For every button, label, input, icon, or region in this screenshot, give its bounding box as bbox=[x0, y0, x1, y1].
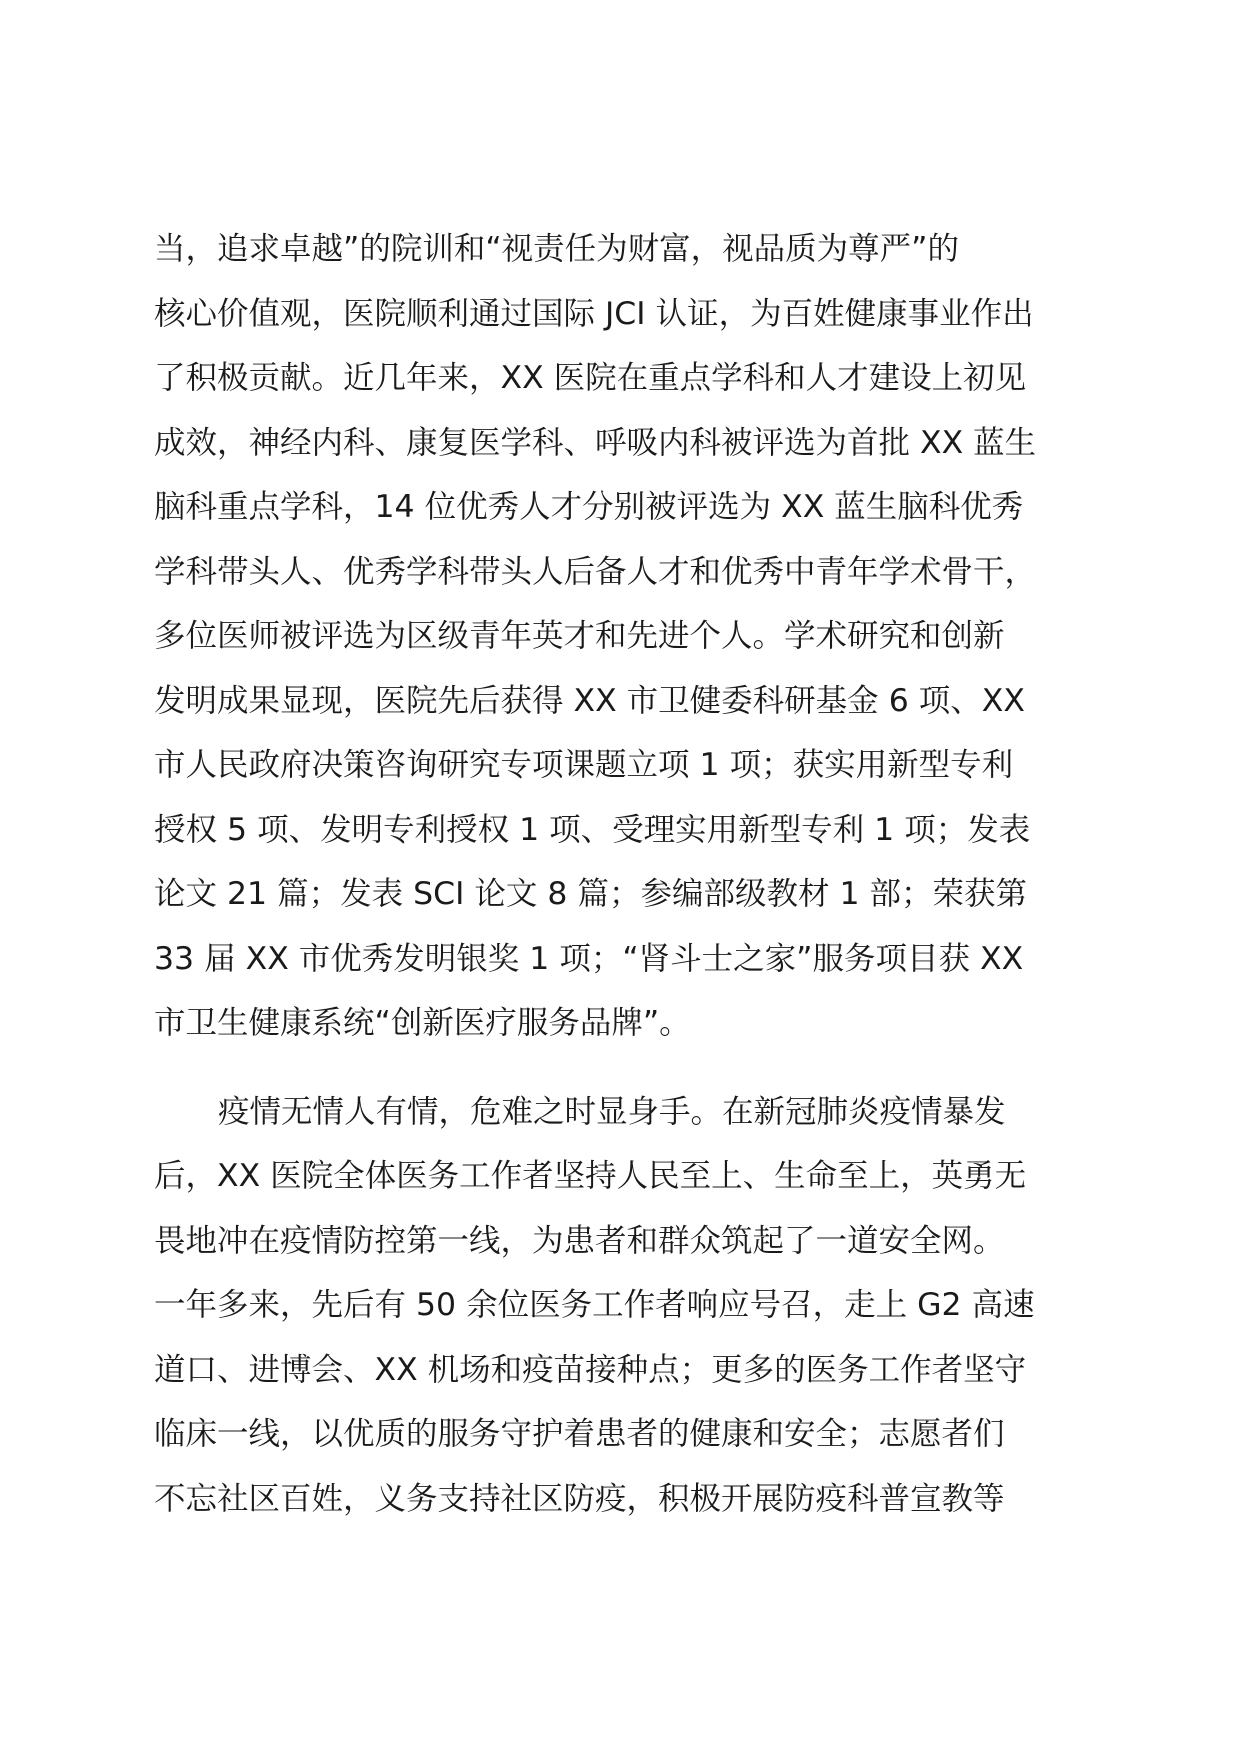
text-line: 畏地冲在疫情防控第一线，为患者和群众筑起了一道安全网。 bbox=[154, 1222, 1005, 1259]
text-line: 成效，神经内科、康复医学科、呼吸内科被评选为首批 XX 蓝生 bbox=[154, 424, 1037, 461]
text-line: 后，XX 医院全体医务工作者坚持人民至上、生命至上，英勇无 bbox=[154, 1158, 1027, 1194]
text-line: 论文 21 篇；发表 SCI 论文 8 篇；参编部级教材 1 部；荣获第 bbox=[154, 876, 1028, 912]
text-line: 临床一线，以优质的服务守护着患者的健康和安全；志愿者们 bbox=[154, 1416, 1005, 1452]
text-line: 脑科重点学科，14 位优秀人才分别被评选为 XX 蓝生脑科优秀 bbox=[154, 489, 1024, 525]
text-line: 市卫生健康系统“创新医疗服务品牌”。 bbox=[154, 1005, 691, 1041]
text-line: 33 届 XX 市优秀发明银奖 1 项；“肾斗士之家”服务项目获 XX bbox=[154, 940, 1024, 977]
text-line: 不忘社区百姓，义务支持社区防疫，积极开展防疫科普宣教等 bbox=[154, 1480, 1005, 1517]
text-line: 道口、进博会、XX 机场和疫苗接种点；更多的医务工作者坚守 bbox=[154, 1351, 1027, 1388]
text-line: 核心价值观，医院顺利通过国际 JCI 认证，为百姓健康事业作出 bbox=[154, 295, 1034, 332]
text-line: 一年多来，先后有 50 余位医务工作者响应号召，走上 G2 高速 bbox=[154, 1287, 1035, 1323]
paragraph-epidemic bbox=[154, 1080, 1114, 1532]
text-line: 授权 5 项、发明专利授权 1 项、受理实用新型专利 1 项；发表 bbox=[154, 811, 1031, 848]
paragraph-achievements bbox=[154, 217, 1114, 1056]
text-line: 多位医师被评选为区级青年英才和先进个人。学术研究和创新 bbox=[154, 618, 1005, 654]
text-line: 疫情无情人有情，危难之时显身手。在新冠肺炎疫情暴发 bbox=[218, 1093, 1006, 1130]
text-line: 市人民政府决策咨询研究专项课题立项 1 项；获实用新型专利 bbox=[154, 747, 1014, 783]
text-line: 发明成果显现，医院先后获得 XX 市卫健委科研基金 6 项、XX bbox=[154, 682, 1025, 719]
text-line: 了积极贡献。近几年来，XX 医院在重点学科和人才建设上初见 bbox=[154, 360, 1027, 396]
text-line: 学科带头人、优秀学科带头人后备人才和优秀中青年学术骨干， bbox=[154, 553, 1037, 590]
text-line: 当，追求卓越”的院训和“视责任为财富，视品质为尊严”的 bbox=[154, 231, 959, 267]
document-body bbox=[154, 217, 1114, 1531]
